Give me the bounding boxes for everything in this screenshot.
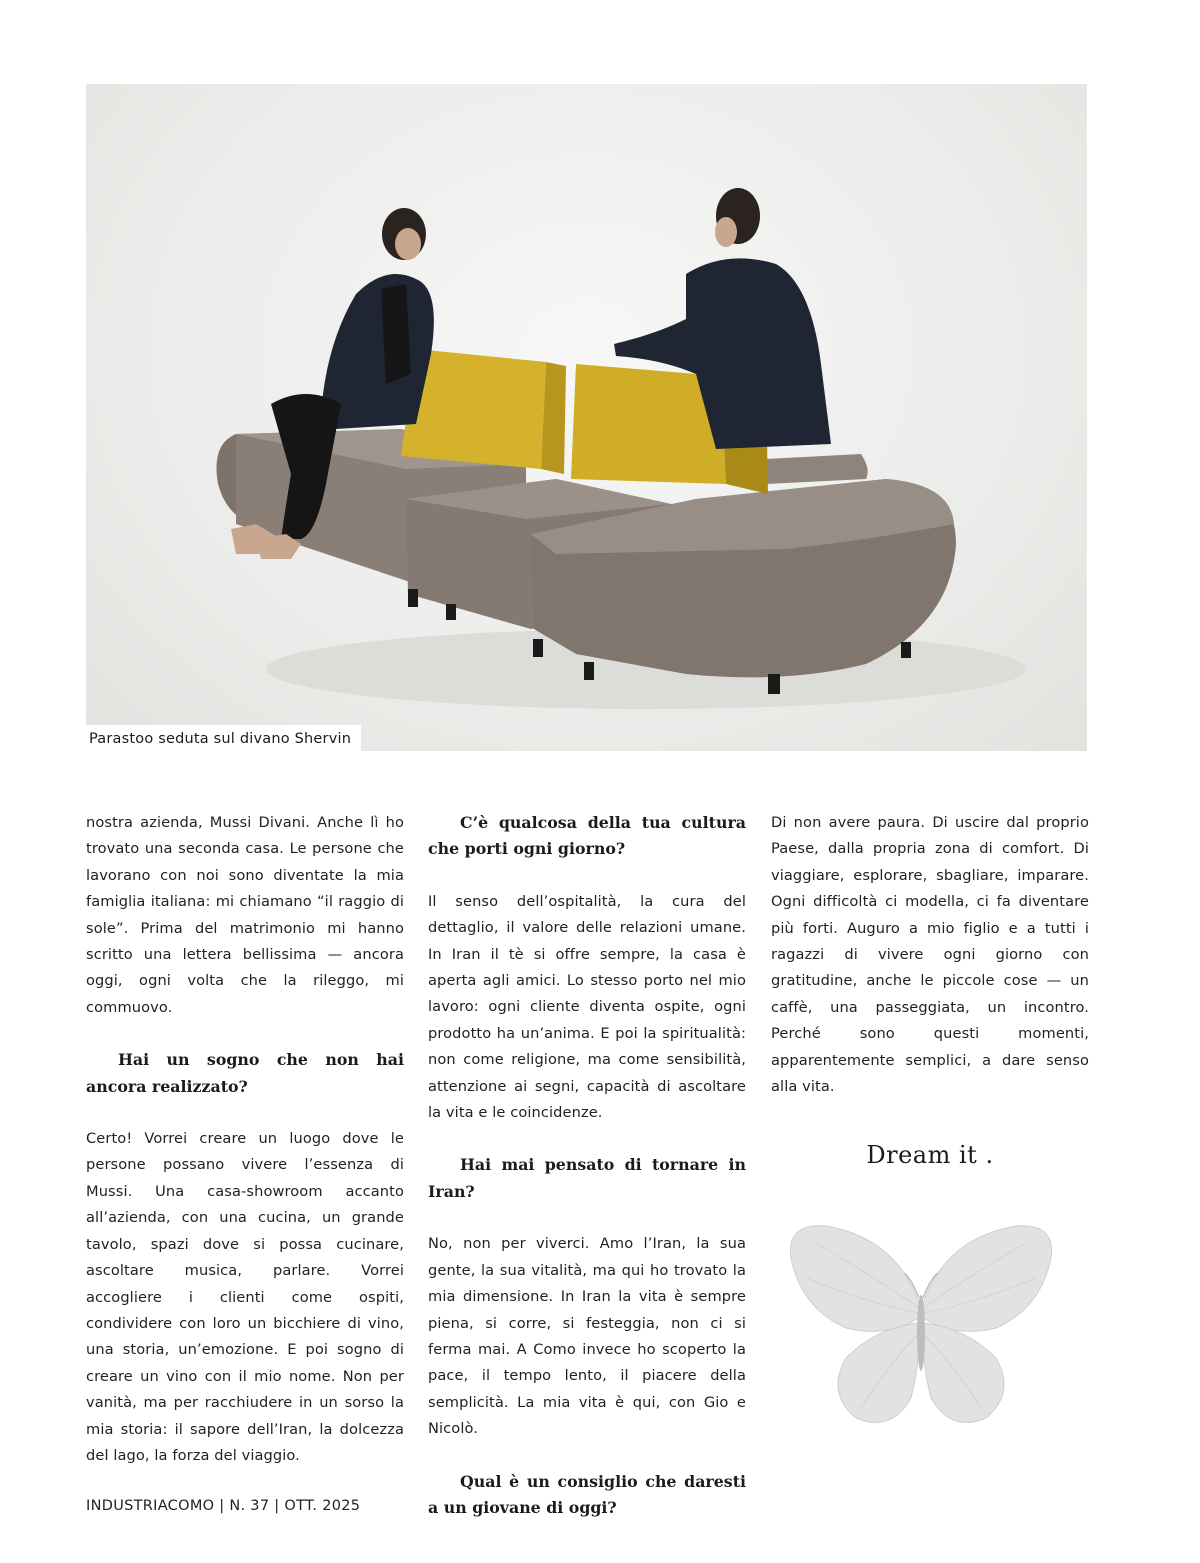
text-column-3: [771, 810, 1089, 1100]
dream-it-heading: Dream it .: [866, 1141, 994, 1169]
sofa-leg: [408, 589, 418, 607]
sofa-leg: [901, 642, 911, 658]
sofa-photo: [86, 84, 1087, 751]
page-footer: INDUSTRIACOMO | N. 37 | OTT. 2025: [86, 1498, 361, 1514]
question-heading: C’è qualcosa della tua cultura che porti ogni giorno?: [428, 813, 746, 859]
butterfly-upper-right-wing: [923, 1226, 1052, 1332]
paragraph: Certo! Vorrei creare un luogo dove le persone possano vivere l’essenza di Mussi. Una casa-showroom accanto all’azienda, con una cucina, un grande tavolo, spazi dove si possa cucinare, ascoltare musica, parlare. Vorrei accogliere i clienti come ospiti, condividere con loro un bicchiere di vino, una storia, un’emozione. E poi sogno di creare un vino con il mio nome. Non per vanità, ma per racchiudere in un sorso la mia storia: il sapore dell’Iran, la dolcezza del lago, la forza del viaggio.: [86, 1130, 404, 1464]
sofa-leg: [533, 639, 543, 657]
butterfly-body: [917, 1295, 925, 1371]
paragraph: No, non per viverci. Amo l’Iran, la sua gente, la sua vitalità, ma qui ho trovato la mia dimensione. In Iran la vita è sempre piena, si corre, si festeggia, non ci si ferma mai. A Como invece ho scoperto la pace, il tempo lento, il piacere della semplicità. La mia vita è qui, con Gio e Nicolò.: [428, 1235, 746, 1438]
photo-illustration: [86, 84, 1087, 751]
text-column-2: [428, 810, 746, 1521]
sofa-leg: [768, 674, 780, 694]
paragraph: Di non avere paura. Di uscire dal proprio Paese, dalla propria zona di comfort. Di viaggiare, esplorare, sbagliare, imparare. Ogni difficoltà ci modella, ci fa diventare più forti. Auguro a mio figlio e a tutti i ragazzi di vivere ogni giorno con gratitudine, anche le piccole cose — un caffè, una passeggiata, un incontro. Perché sono questi momenti, apparentemente semplici, a dare senso alla vita.: [771, 814, 1089, 1096]
photo-caption: Parastoo seduta sul divano Shervin: [86, 725, 361, 751]
sofa-rear-seat: [766, 454, 868, 484]
question-heading: Qual è un consiglio che daresti a un giovane di oggi?: [428, 1471, 746, 1517]
question-heading: Hai mai pensato di tornare in Iran?: [428, 1155, 746, 1201]
butterfly-lower-right-wing: [923, 1323, 1004, 1423]
sofa-leg: [446, 604, 456, 620]
butterfly-upper-left-wing: [790, 1226, 919, 1332]
butterfly-image: [786, 1218, 1056, 1438]
text-column-1: [86, 810, 404, 1469]
paragraph: nostra azienda, Mussi Divani. Anche lì ho trovato una seconda casa. Le persone che lavorano con noi sono diventate la mia famiglia italiana: mi chiamano “il raggio di sole”. Prima del matrimonio mi hanno scritto una lettera bellissima — ancora oggi, ogni volta che la rileggo, mi commuovo.: [86, 814, 404, 1016]
question-heading: Hai un sogno che non hai ancora realizzato?: [86, 1050, 404, 1096]
sofa-leg: [584, 662, 594, 680]
paragraph: Il senso dell’ospitalità, la cura del dettaglio, il valore delle relazioni umane. In Iran il tè si offre sempre, la casa è aperta agli amici. Lo stesso porto nel mio lavoro: ogni cliente diventa ospite, ogni prodotto ha un’anima. E poi la spiritualità: non come religione, ma come sensibilità, attenzione ai segni, capacità di ascoltare la vita e le coincidenze.: [428, 892, 746, 1122]
butterfly-lower-left-wing: [838, 1323, 919, 1423]
